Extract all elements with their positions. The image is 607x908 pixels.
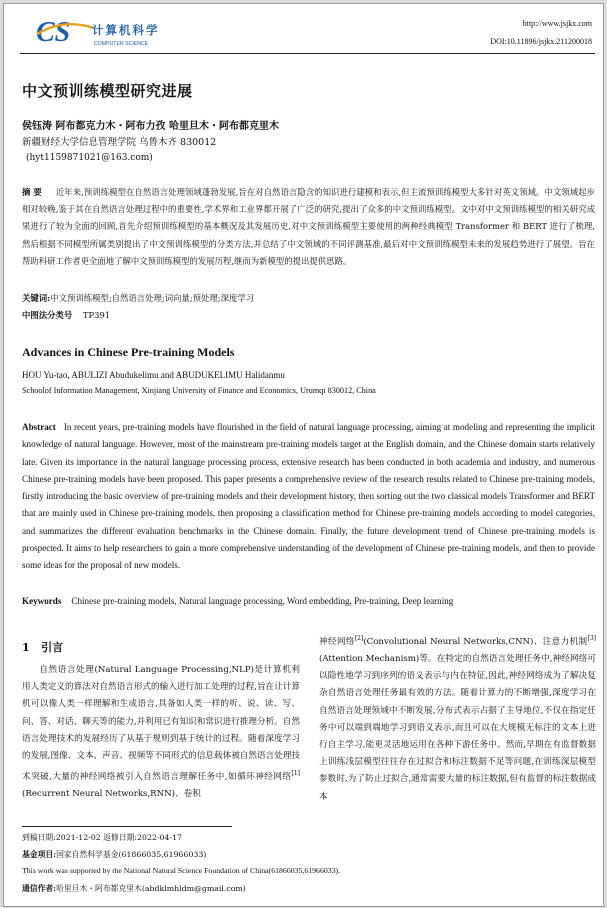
keywords-en-text: Chinese pre-training models, Natural language processing, Word embedding, Pre-training, Deep learning: [71, 596, 454, 606]
journal-header: [20, 12, 594, 52]
footnote-rule: [22, 826, 232, 827]
header-rule: [20, 53, 595, 54]
intro-cont-c: (Attention Mechanism)等。在特定的自然语言处理任务中,神经网络可以隐性地学习到序列的语义表示与内在特征,因此,神经网络成为了解决复杂自然语言处理任务最有效的方法。随着计算力的不断增强,深度学习在自然语言处理领域中不断发展,分布式表示占据了主导地位,不仅在指定任务中可以端到端地学习到语义表示,而且可以在大规模无标注的文本上进行自主学习,能更灵活地运用在各种下游任务中。然而,早期在有监督数据上训练浅层模型往往存在过拟合和标注数据不足等问题,在训练深层模型参数时,为了防止过拟合,通常需要大量的标注数据,但有监督的标注数据成本: [319, 654, 596, 802]
abstract-en: [22, 419, 595, 575]
logo-name-cn: 计算机科学: [92, 23, 160, 37]
intro-paragraph-a: 自然语言处理(Natural Language Processing,NLP)是计算机利用人类定义的算法对自然语言形式的输入进行加工处理的过程,旨在让计算机可以像人类一样理解和生成语言,具备如人类一样的听、说、读、写、问、答、对话、聊天等的能力,并利用已有知识和常识进行推理分析。自然语言处理技术的发展经历了从基于规则到基于统计的过程。随着深度学习的发展,图像、文本、声音、视频等不同形式的信息载体被自然语言处理技术突破,大量的神经网络被引入自然语言理解任务中,如循环神经网络: [22, 665, 300, 783]
keywords-en: [22, 596, 453, 606]
section-number: 1: [22, 641, 30, 654]
affiliation-en: Schoolof Information Management, Xinjiang University of Finance and Economics, Urumqi 830012, China: [22, 386, 376, 395]
keywords-cn-text: 中文预训练模型;自然语言处理;词向量;预处理;深度学习: [50, 293, 255, 303]
classification-label: 中图法分类号: [22, 310, 73, 320]
journal-logo: [34, 14, 174, 50]
footnote-fund: [22, 849, 206, 860]
keywords-cn-label: 关键词:: [22, 293, 51, 303]
abstract-en-label: Abstract: [22, 422, 56, 432]
logo-name-en: COMPUTER SCIENCE: [94, 41, 149, 47]
footnote-fund-label: 基金项目:: [22, 850, 57, 859]
citation-1[interactable]: [1]: [291, 770, 300, 778]
abstract-cn-label: 摘 要: [22, 187, 42, 197]
intro-paragraph-b: (Recurrent Neural Networks,RNN)、卷积: [22, 789, 201, 800]
logo-mark: CS: [36, 17, 71, 48]
section-title: 引言: [41, 641, 64, 654]
intro-cont-b: (Convolutional Neural Networks,CNN)、注意力机制: [363, 636, 588, 647]
keywords-cn: [22, 292, 254, 304]
section-heading: [22, 639, 63, 655]
title-en: Advances in Chinese Pre-training Models: [22, 345, 235, 359]
journal-url[interactable]: http://www.jsjkx.com: [522, 19, 592, 28]
keywords-en-label: Keywords: [22, 596, 62, 606]
affiliation-cn: 新疆财经大学信息管理学院 乌鲁木齐 830012: [22, 137, 217, 148]
intro-cont-a: 神经网络: [319, 636, 355, 647]
footnote-fund-text: 国家自然科学基金(61866035,61966033): [56, 850, 207, 859]
footnote-fund-en: This work was supported by the National Natural Science Foundation of China(61866035,61966033).: [22, 866, 341, 875]
title-cn: 中文预训练模型研究进展: [22, 82, 193, 100]
authors-cn: 侯钰涛 阿布都克力木・阿布力孜 哈里旦木・阿布都克里木: [22, 121, 279, 132]
body-column-left: [22, 662, 300, 803]
abstract-cn: [22, 184, 595, 270]
classification-code: TP391: [82, 310, 111, 320]
abstract-cn-text: 近年来,预训练模型在自然语言处理领域蓬勃发展,旨在对自然语言隐含的知识进行建模和表示,但主流预训练模型大多针对英文领域。中文领域起步相对较晚,鉴于其在自然语言处理过程中的重要性,学术界和工业界都开展了广泛的研究,提出了众多的中文预训练模型。文中对中文预训练模型的相关研究成果进行了较为全面的回顾,首先介绍预训练模型的基本概况及其发展历史,对中文预训练模型主要使用的两种经典模型 Transformer 和 BERT 进行了梳理,然后根据不同模型所属类别提出了中文预训练模型的分类方法,并总结了中文领域的不同评测基准,最后对中文预训练模型未来的发展趋势进行了展望。旨在帮助科研工作者更全面地了解中文预训练模型的发展历程,继而为新模型的提出提供思路。: [22, 187, 596, 266]
footnote-dates: 到稿日期:2021-12-02 返修日期:2022-04-17: [22, 833, 183, 842]
classification-cn: [22, 309, 110, 321]
body-column-right: [319, 630, 596, 806]
authors-en: HOU Yu-tao, ABULIZI Abudukelimu and ABUDUKELIMU Halidanmu: [22, 370, 285, 380]
footnote-corr-label: 通信作者:: [22, 884, 57, 893]
footnote-corresponding: [22, 883, 246, 894]
citation-3[interactable]: [3]: [587, 635, 596, 642]
abstract-en-text: In recent years, pre-training models have flourished in the field of natural language processing, aiming at modeling and representing the implicit knowledge of natural language. However, most of the mainstream pre-training models target at the English domain, and the Chinese domain starts relatively late. Given its importance in the natural language processing process, extensive research has been conducted in both academia and industry, and numerous Chinese pre-training models have been proposed. This paper presents a comprehensive review of the research results related to Chinese pre-training models, firstly introducing the basic overview of pre-training models and their development history, then sorting out the two classical models Transformer and BERT that are mainly used in Chinese pre-training models, then proposing a classification method for Chinese pre-training models according to model categories, and summarizes the different evaluation benchmarks in the Chinese domain. Finally, the future development trend of Chinese pre-training models is prospected. It aims to help researchers to gain a more comprehensive understanding of the development of Chinese pre-training models, and then to provide some ideas for the proposal of new models.: [22, 422, 595, 571]
citation-2[interactable]: [2]: [354, 635, 364, 642]
paper-page: [3, 3, 604, 907]
author-email: (hyt1159871021@163.com): [26, 153, 153, 163]
footnote-corr-text: 哈里旦木・阿布都克里木(abdklmhldm@gmail.com): [56, 884, 246, 893]
article-doi: DOI:10.11896/jsjkx.211200018: [490, 37, 592, 46]
